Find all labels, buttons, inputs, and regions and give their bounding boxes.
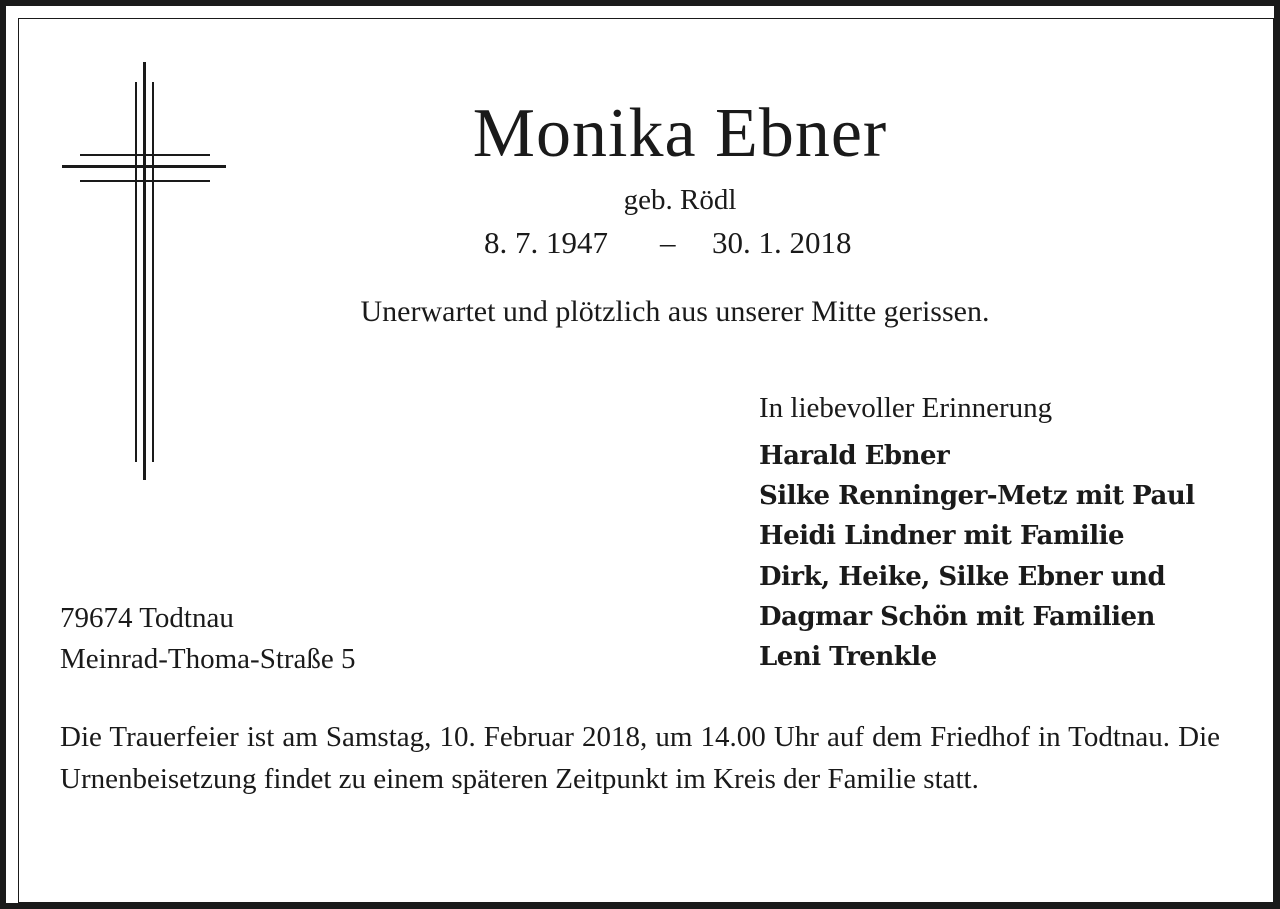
memory-heading: In liebevoller Erinnerung [759, 392, 1053, 424]
address-city-line: 79674 Todtnau [60, 602, 234, 634]
cross-icon [60, 62, 230, 482]
mourners-list [759, 436, 1195, 677]
mourner-name: Dirk, Heike, Silke Ebner und [759, 561, 1166, 592]
ceremony-announcement: Die Trauerfeier ist am Samstag, 10. Februar 2018, um 14.00 Uhr auf dem Friedhof in Todtnau. Die Urnenbeisetzung findet zu einem späteren Zeitpunkt im Kreis der Familie statt. [60, 721, 1220, 795]
mourner-name: Heidi Lindner mit Familie [759, 521, 1125, 552]
mourner-name: Dagmar Schön mit Familien [759, 601, 1155, 632]
life-dates [300, 222, 1060, 264]
mourner-name: Harald Ebner [759, 441, 950, 471]
mourner-name: Leni Trenkle [759, 642, 937, 673]
family-address [60, 598, 356, 680]
address-street-line: Meinrad-Thoma-Straße 5 [60, 643, 356, 675]
birth-date: 8. 7. 1947 [484, 225, 608, 260]
memorial-motto: Unerwartet und plötzlich aus unserer Mitte gerissen. [360, 295, 990, 328]
date-separator: – [660, 225, 676, 260]
deceased-name: Monika Ebner [472, 95, 888, 172]
birth-name: geb. Rödl [623, 184, 737, 216]
death-date: 30. 1. 2018 [712, 225, 852, 260]
mourner-name: Silke Renninger-Metz mit Paul [759, 481, 1195, 512]
